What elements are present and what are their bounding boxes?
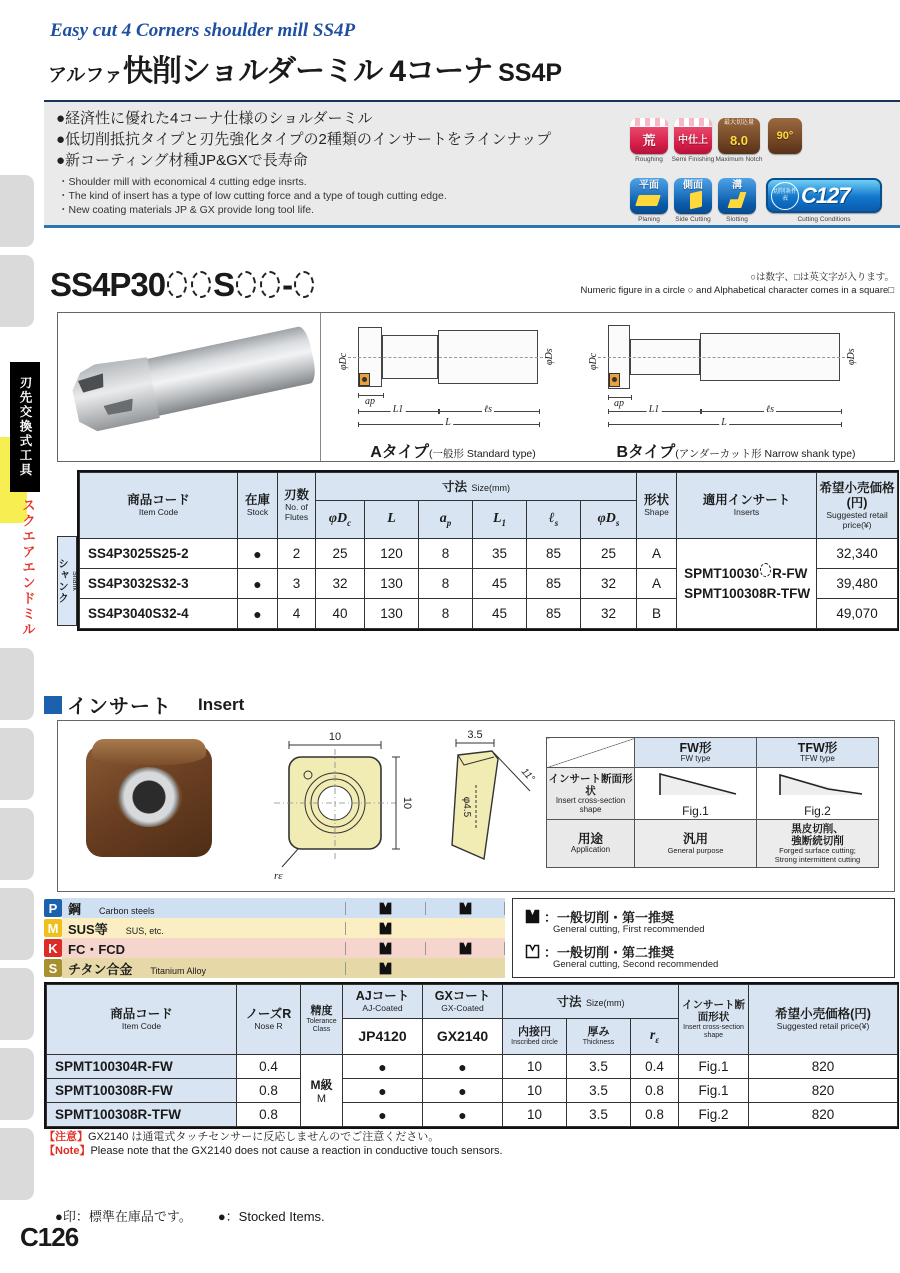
fw-type-header: FW形 FW type xyxy=(635,738,757,768)
col-header-item-code: 商品コード Item Code xyxy=(80,473,238,539)
applicable-inserts: SPMT10030 R-FW SPMT100308R-TFW xyxy=(677,539,817,629)
col-header-gx-coated: GXコート GX-Coated xyxy=(423,985,503,1019)
table-row: SS4P3032S32-3 ● 3 32 130 8 45 85 32 A 39,480 xyxy=(80,569,898,599)
tfw-profile-icon xyxy=(772,770,864,798)
col-header-item-code: 商品コード Item Code xyxy=(47,985,237,1055)
semi-finishing-icon: 中仕上 xyxy=(674,118,712,154)
tool-diagram-panel xyxy=(57,312,895,462)
stock-dot: ● xyxy=(238,599,278,629)
material-letter: P xyxy=(44,899,62,917)
stock-dot: ● xyxy=(238,539,278,569)
page-title-en: Easy cut 4 Corners shoulder mill SS4P xyxy=(50,20,356,41)
first-recommend-icon xyxy=(379,902,392,915)
digit-circle xyxy=(260,271,280,298)
planing-icon: 平面 xyxy=(630,178,668,214)
first-recommend-icon xyxy=(459,902,472,915)
fw-application: 汎用 General purpose xyxy=(635,820,757,868)
digit-circle xyxy=(760,563,771,577)
legend-second: ：一般切削・第二推奨 xyxy=(525,942,674,961)
page-edge-tab xyxy=(0,728,34,800)
col-header-inscribed: 内接円 Inscribed circle xyxy=(503,1019,567,1055)
insert-pocket xyxy=(609,373,620,387)
item-code: SPMT100308R-FW xyxy=(47,1079,237,1103)
svg-text:3.5: 3.5 xyxy=(467,729,483,741)
centerline xyxy=(598,357,850,358)
feature-bullet: ●低切削抵抗タイプと刃先強化タイプの2種類のインサートをラインナップ xyxy=(56,131,552,148)
insert-panel xyxy=(57,720,895,892)
category-tab-indexable-tools: 刃先交換式工具 xyxy=(10,362,40,492)
page-edge-tab xyxy=(0,1048,34,1120)
insert-pocket xyxy=(359,373,370,386)
col-header-re: $r_\varepsilon$ xyxy=(631,1019,679,1055)
tool-head-graphic xyxy=(68,353,160,434)
col-header-dc: $\varphi D_c$ xyxy=(316,501,365,539)
awning-decor xyxy=(630,118,668,127)
digit-circle xyxy=(236,271,256,298)
insert-top-graphic xyxy=(92,739,206,765)
caution-note-ja: 【注意】GX2140 は通電式タッチセンサーに反応しませんのでご注意ください。 xyxy=(44,1131,440,1143)
digit-circle xyxy=(167,271,187,298)
slotting-shape xyxy=(718,191,756,214)
cross-section-label: インサート断面形状 Insert cross-section shape xyxy=(547,768,635,820)
page-edge-tab xyxy=(0,175,34,247)
first-recommend-icon xyxy=(525,909,540,924)
angle-90-icon: 90° xyxy=(768,118,802,154)
tfw-application: 黒皮切削、 強断続切削 Forged surface cutting; Strong intermittent cutting xyxy=(757,820,879,868)
feature-box xyxy=(44,100,900,228)
svg-text:φ4.5: φ4.5 xyxy=(461,796,472,818)
svg-text:rε: rε xyxy=(274,870,283,882)
insert-side-view-drawing xyxy=(426,727,544,887)
item-code: SPMT100304R-FW xyxy=(47,1055,237,1079)
page-title-ja xyxy=(48,46,562,90)
svg-text:10: 10 xyxy=(401,796,413,810)
col-header-tolerance: 精度 Tolerance Class xyxy=(301,985,343,1055)
first-recommend-icon xyxy=(379,962,392,975)
digit-circle xyxy=(191,271,211,298)
title-code: SS4P xyxy=(498,59,563,87)
table-row: SPMT100304R-FW 0.4 M級 M ● ● 10 3.5 0.4 Fig.1 820 xyxy=(47,1055,898,1079)
col-header-aj-coated: AJコート AJ-Coated xyxy=(343,985,423,1019)
col-header-thickness: 厚み Thickness xyxy=(567,1019,631,1055)
gx-coated-dot: ● xyxy=(423,1055,503,1079)
gx-grade-header: GX2140 xyxy=(423,1019,503,1055)
item-code: SS4P3032S32-3 xyxy=(80,569,238,599)
shank-group-label: シャンク Shank xyxy=(57,536,77,626)
item-code: SPMT100308R-TFW xyxy=(47,1103,237,1127)
jp-recommend-mark xyxy=(345,922,425,935)
planing-caption: Planing xyxy=(638,216,660,223)
feature-bullet-en: ・Shoulder mill with economical 4 cutting edge insrts. xyxy=(58,176,307,188)
stock-dot: ● xyxy=(238,569,278,599)
col-header-ds: $\varphi D_s$ xyxy=(581,501,637,539)
page-edge-tab xyxy=(0,968,34,1040)
col-header-nose-r: ノーズR Nose R xyxy=(237,985,301,1055)
table-row: SPMT100308R-TFW 0.8 ● ● 10 3.5 0.8 Fig.2 820 xyxy=(47,1103,898,1127)
table-row: SPMT100308R-FW 0.8 ● ● 10 3.5 0.8 Fig.1 820 xyxy=(47,1079,898,1103)
item-code: SS4P3025S25-2 xyxy=(80,539,238,569)
side-cutting-icon: 側面 xyxy=(674,178,712,214)
material-row-K: K FC・FCD xyxy=(44,938,505,958)
feature-bullet-en: ・New coating materials JP & GX provide long tool life. xyxy=(58,204,315,216)
legend-second-en: General cutting, Second recommended xyxy=(553,959,719,970)
gx-coated-dot: ● xyxy=(423,1079,503,1103)
page-edge-tab xyxy=(0,1128,34,1200)
page-number: C126 xyxy=(20,1222,79,1252)
category-label-square-end-mill: スクエアエンドミル xyxy=(20,498,35,638)
model-note-en: Numeric figure in a circle ○ and Alphabetical character comes in a square□ xyxy=(580,285,894,296)
centerline xyxy=(348,357,548,358)
semi-finishing-caption: Semi Finishing xyxy=(671,156,715,163)
material-row-M: M SUS等 SUS, etc. xyxy=(44,918,505,938)
legend-first: ：一般切削・第一推奨 xyxy=(525,907,674,926)
page-edge-tab xyxy=(0,888,34,960)
col-header-cross-section: インサート断面形状 Insert cross-section shape xyxy=(679,985,749,1055)
cutting-conditions-caption: Cutting Conditions xyxy=(797,216,851,223)
price: 820 xyxy=(749,1055,898,1079)
section-marker xyxy=(44,696,62,714)
shank-table xyxy=(77,470,899,631)
fig1-cell: Fig.1 xyxy=(635,768,757,820)
col-header-inserts: 適用インサート Inserts xyxy=(677,473,817,539)
feature-bullet: ●新コーティング材種JP&GXで長寿命 xyxy=(56,152,308,169)
fig2-cell: Fig.2 xyxy=(757,768,879,820)
insert-photo xyxy=(86,739,218,861)
insert-type-table xyxy=(546,737,879,868)
jp-coated-dot: ● xyxy=(343,1103,423,1127)
page-edge-tab xyxy=(0,648,34,720)
first-recommend-icon xyxy=(379,922,392,935)
jp-coated-dot: ● xyxy=(343,1079,423,1103)
material-letter: K xyxy=(44,939,62,957)
svg-text:11°: 11° xyxy=(518,766,537,785)
price: 820 xyxy=(749,1079,898,1103)
tool-photo xyxy=(58,313,321,461)
col-header-ap: $a_p$ xyxy=(419,501,473,539)
awning-decor xyxy=(674,118,712,127)
material-letter: S xyxy=(44,959,62,977)
col-header-size: 寸法 Size(mm) xyxy=(316,473,637,501)
digit-circle xyxy=(294,271,314,298)
model-code: SS4P30 S - xyxy=(50,266,316,304)
second-recommend-icon xyxy=(525,944,540,959)
a-type-caption: Aタイプ(一般形 Standard type) xyxy=(370,444,536,461)
first-recommend-icon xyxy=(379,942,392,955)
tool-shank-graphic xyxy=(132,325,318,419)
first-recommend-icon xyxy=(459,942,472,955)
col-header-stock: 在庫 Stock xyxy=(238,473,278,539)
gx-coated-dot: ● xyxy=(423,1103,503,1127)
roughing-icon: 荒 xyxy=(630,118,668,154)
roughing-caption: Roughing xyxy=(635,156,663,163)
insert-hole-graphic xyxy=(116,767,182,827)
b-type-caption: Bタイプ(アンダーカット形 Narrow shank type) xyxy=(616,444,856,461)
col-header-shape: 形状 Shape xyxy=(637,473,677,539)
recommend-legend xyxy=(512,898,895,978)
stock-legend: ●印：標準在庫品です。 ●：Stocked Items. xyxy=(55,1209,325,1224)
side-cutting-caption: Side Cutting xyxy=(675,216,711,223)
jp-recommend-mark xyxy=(345,902,425,915)
price: 32,340 xyxy=(817,539,898,569)
price: 820 xyxy=(749,1103,898,1127)
col-header-l1: $L_1$ xyxy=(473,501,527,539)
max-notch-caption: Maximum Notch xyxy=(715,156,763,163)
b-type-drawing: φDc φDs ap L1 ℓs L xyxy=(586,319,886,437)
item-code: SS4P3040S32-4 xyxy=(80,599,238,629)
planing-shape xyxy=(630,191,668,214)
slotting-caption: Slotting xyxy=(726,216,748,223)
col-header-ls: ℓ$_s$ xyxy=(527,501,581,539)
diagonal-cell xyxy=(547,738,635,768)
jp-recommend-mark xyxy=(345,942,425,955)
material-row-P: P 鋼 Carbon steels xyxy=(44,898,505,918)
table-row: SS4P3040S32-4 ● 4 40 130 8 45 85 32 B 49,070 xyxy=(80,599,898,629)
max-notch-icon: 最大切込量 8.0 xyxy=(718,118,760,154)
legend-first-en: General cutting, First recommended xyxy=(553,924,705,935)
jp-recommend-mark xyxy=(345,962,425,975)
side-cutting-shape xyxy=(674,191,712,214)
caution-note-en: 【Note】Please note that the GX2140 does not cause a reaction in conductive touch sensors. xyxy=(44,1145,503,1157)
feature-bullet-en: ・The kind of insert has a type of low cutting force and a type of tough cutting edge. xyxy=(58,190,447,202)
gx-recommend-mark xyxy=(425,902,505,915)
feature-bullet: ●経済性に優れた4コーナ仕様のショルダーミル xyxy=(56,110,373,127)
insert-spec-table xyxy=(44,982,899,1129)
price: 39,480 xyxy=(817,569,898,599)
gx-recommend-mark xyxy=(425,942,505,955)
col-header-price: 希望小売価格(円) Suggested retail price(¥) xyxy=(749,985,898,1055)
title-prefix: アルファ xyxy=(48,65,123,86)
col-header-price: 希望小売価格(円) Suggested retail price(¥) xyxy=(817,473,898,539)
insert-top-view-drawing xyxy=(250,727,422,887)
cutting-conditions-badge: 切削条件表 C127 xyxy=(766,178,882,213)
svg-text:10: 10 xyxy=(328,731,342,743)
table-row: SS4P3025S25-2 ● 2 25 120 8 35 85 25 A SPMT10030 R-FW SPMT100308R-TFW 32,340 xyxy=(80,539,898,569)
price: 49,070 xyxy=(817,599,898,629)
page-edge-tab xyxy=(0,255,34,327)
application-label: 用途 Application xyxy=(547,820,635,868)
material-row-S: S チタン合金 Titanium Alloy xyxy=(44,958,505,978)
a-type-drawing: φDc φDs ap L1 ℓs L xyxy=(336,319,566,437)
col-header-l: L xyxy=(365,501,419,539)
tolerance-class-cell: M級 M xyxy=(301,1055,343,1127)
jp-coated-dot: ● xyxy=(343,1055,423,1079)
jp-grade-header: JP4120 xyxy=(343,1019,423,1055)
title-main: 快削ショルダーミル 4コーナ xyxy=(122,55,493,88)
col-header-flutes: 刃数 No. of Flutes xyxy=(278,473,316,539)
fw-profile-icon xyxy=(650,770,742,798)
model-note-ja: ○は数字、□は英文字が入ります。 xyxy=(750,272,894,283)
page-edge-tab xyxy=(0,808,34,880)
material-letter: M xyxy=(44,919,62,937)
slotting-icon: 溝 xyxy=(718,178,756,214)
insert-section-title: インサート Insert xyxy=(44,690,244,719)
col-header-size: 寸法 Size(mm) xyxy=(503,985,679,1019)
tfw-type-header: TFW形 TFW type xyxy=(757,738,879,768)
